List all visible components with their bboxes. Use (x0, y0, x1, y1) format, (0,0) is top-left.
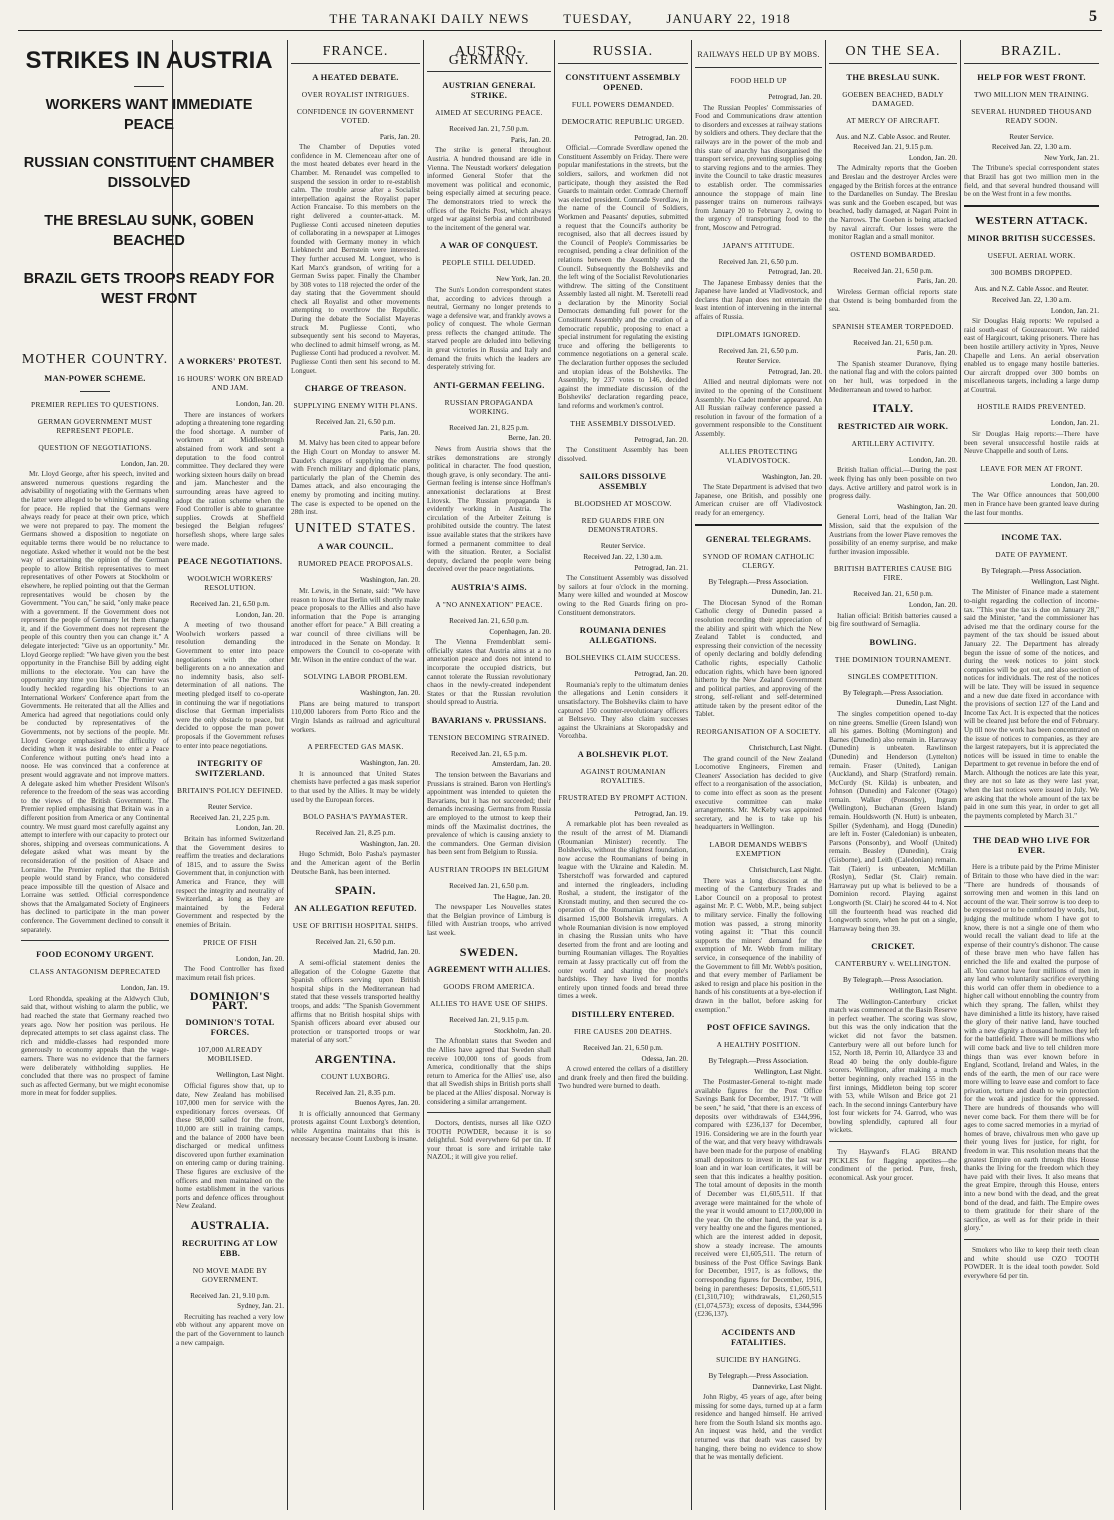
byline: Reuter Service. (207, 803, 253, 812)
article-body: Italian official: British batteries caused a big fire southward of Sernaglia. (829, 611, 957, 629)
byline: Reuter Service. (1009, 132, 1054, 141)
dateline: Petrograd, Jan. 20. (634, 435, 688, 444)
sub-heading: AGAINST ROUMANIAN ROYALTIES. (580, 766, 666, 785)
sub-heading: BOLSHEVIKS CLAIM SUCCESS. (565, 653, 681, 663)
received-line: Received Jan. 21, 9.10 p.m. (190, 1291, 270, 1300)
article-body: The Spanish steamer Duranove, flying the national flag and with the colors painted on her hull, was torpedoed in the Mediterranean and towed to harbor. (829, 359, 957, 394)
article-body: The Constituent Assembly was dissolved by sailors at four o'clock in the morning. Many were killed and wounded at Moscow owing to the Red Guards firing on pro-Constituent demonstrators. (558, 574, 688, 617)
sub-heading: QUESTION OF NEGOTIATIONS. (38, 442, 152, 452)
sub-heading: BRITISH BATTERIES CAUSE BIG FIRE. (833, 564, 953, 583)
section-heading: WESTERN ATTACK. (975, 214, 1088, 227)
dateline: Dannevirke, Last Night. (752, 1382, 822, 1391)
dateline: Buenos Ayres, Jan. 20. (354, 1099, 420, 1108)
received-line: Received Jan. 21, 7.50 p.m. (449, 125, 529, 134)
section-heading: ARGENTINA. (314, 1051, 397, 1066)
received-line: Received Jan. 21, 6.50 p.m. (718, 257, 799, 266)
section-heading: SWEDEN. (459, 944, 519, 959)
received-line: Received Jan. 21, 6.50 p.m. (718, 346, 799, 355)
divider (964, 523, 1099, 524)
dateline: London, Jan. 20. (908, 153, 957, 162)
sub-heading: DIPLOMATS IGNORED. (716, 329, 801, 339)
sub-heading: RED GUARDS FIRE ON DEMONSTRATORS. (581, 516, 665, 535)
sub-heading: DISTILLERY ENTERED. (571, 1008, 675, 1019)
lead-headline-main: STRIKES IN AUSTRIA (25, 47, 273, 74)
section-heading: RAILWAYS HELD UP BY MOBS. (697, 50, 820, 59)
section-heading: DOMINION'S PART. (189, 989, 271, 1012)
sub-heading: RECRUITING AT LOW EBB. (182, 1237, 278, 1258)
dateline: Wellington, Last Night. (889, 986, 957, 995)
sub-heading: RESTRICTED AIR WORK. (837, 420, 949, 431)
sub-heading: GERMAN GOVERNMENT MUST REPRESENT PEOPLE. (37, 416, 153, 435)
dateline: Petrograd, Jan. 21. (634, 563, 688, 572)
sub-heading: FRUSTRATED BY PROMPT ACTION. (558, 792, 688, 802)
sub-heading: A PERFECTED GAS MASK. (307, 742, 404, 752)
article-body: News from Austria shows that the strikes demonstrations are strongly political in character. The food question, though grave, is only secondary. The anti-German feeling is intense since Hoffman's annexationist declarations at Brest Litovsk. The Russian propaganda is evidently working in Austria. The circulation of the Arbeiter Zeitung is prohibited outside the country. The latest issue available states that the strikers have formed a permanent committee to deal with the situation. Reuter, a Socialist deputy, declared the people were being deceived over the peace negotiations. (427, 445, 551, 574)
section-heading: AUSTRO-GERMANY. (448, 44, 530, 68)
sub-heading: RUSSIAN PROPAGANDA WORKING. (444, 397, 534, 416)
masthead (18, 8, 1102, 31)
section-heading: UNITED STATES. (294, 520, 417, 536)
sub-heading: FOOD HELD UP (730, 76, 787, 85)
lead-headline-2: WORKERS WANT IMMEDIATE PEACE (45, 97, 253, 133)
dateline: Dunedin, Jan. 21. (771, 588, 822, 597)
article-body: M. Malvy has been cited to appear before the High Court on Monday to answer M. Daudet's charges of supplying the enemy with French military and diplomatic plans, particularly the plan of the Chemin des Dames attack, and also encouraging the enemy by promoting and inciting mutiny. The case is expected to be opened on the 28th inst. (291, 439, 420, 517)
column-6 (692, 40, 825, 1512)
dateline: London, Jan. 20. (235, 610, 284, 619)
issue-date: JANUARY 22, 1918 (666, 11, 791, 26)
section-heading: MOTHER COUNTRY. (21, 352, 169, 367)
byline: By Telegraph.—Press Association. (708, 1371, 809, 1380)
column-3 (288, 40, 423, 1512)
article-body: Mr. Lewis, in the Senate, said: "We have reason to know that Berlin will shortly make peace proposals to the Allies and also have information that the Pope is arranging another effort for peace." A Bill creating a war council of three civilians will be introduced in the Senate on Monday. It empowers the Council to co-operate with Mr. Wilson in the entire conduct of the war. (291, 586, 420, 664)
sub-heading: FULL POWERS DEMANDED. (571, 99, 675, 109)
dateline: Berne, Jan. 20. (508, 434, 551, 443)
article-body: The War Office announces that 500,000 men in France have been granted leave during the last four months. (964, 491, 1099, 517)
sub-heading: AUSTRIA'S AIMS. (451, 581, 527, 592)
sub-heading: DEMOCRATIC REPUBLIC URGED. (561, 116, 685, 126)
article-body: Roumania's reply to the ultimatum denies the allegations and Lenin considers it unsatisfactory. The Bolsheviks claim to have captured 150 counter-revolutionary officers at Beltsevo. They also claim successes against the Ukrainians at Skoropadsky and Vorozhba. (558, 680, 688, 741)
sub-heading: FIRE CAUSES 200 DEATHS. (573, 1026, 673, 1036)
sub-heading: A "NO ANNEXATION" PEACE. (435, 599, 543, 609)
sub-heading: 16 HOURS' WORK ON BREAD AND JAM. (176, 374, 284, 392)
article-body: The Wellington-Canterbury cricket match was commenced at the Basin Reserve in perfect weather. The scoring was slow, but this was the only indication that the wicket did not favor the batsmen. Canterbury were all out before lunch for 152, North 18, Perrin 10, Allardyce 33 and Read 40 being the only double-figure scorers. Wellington, after making a much better beginning, only reached 155 in the first innings, Middleton being top scorer with 53, while Wilson and Brice got 21 each. In the second innings Canterbury have lost four wickets for 74. Garrod, who was bowling splendidly, captured all four wickets. (829, 997, 957, 1135)
dateline: Petrograd, Jan. 19. (634, 809, 688, 818)
dateline: Paris, Jan. 20. (916, 277, 957, 286)
sub-heading: SOLVING LABOR PROBLEM. (303, 672, 408, 682)
byline: By Telegraph.—Press Association. (843, 688, 943, 697)
article-body: A meeting of two thousand Woolwich workers passed a resolution demanding the Government to enter into peace negotiations with the other belligerents on a no annexation and no indemnity basis, also self-determination of all nations. The meeting pledged itself to co-operate in continuing the war if negotiations disclose that German imperialists were the only obstacle to peace, but decided to oppose the man power proposals if the Government refuses to enter into peace negotiations. (176, 621, 284, 750)
column-2 (173, 348, 287, 1512)
article-body: The Postmaster-General to-night made available figures for the Post Office Savings Bank for December, 1917. "It will be seen," he said, "that there is an excess of deposits over withdrawals of £344,996, compared with £236,137 for December, 1916. Considering we are in the fourth year of the war, and that very heavy withdrawals have been made for the purpose of enabling small depositors to invest in the last war loan and in war loan certificates, it will be seen that this indicates a healthy position. The total amount of deposits in the month of December was £1,605,511. If that average were maintained for the whole of the year it would amount to £17,000,000 in the year. On the other hand, the year is a very healthy one and the figures mentioned, which are the interest added in deposit, show a steady increase. The amounts received were £1,605,511. The return of business of the Post Office Savings Bank for December, 1917, is as follows, the corresponding figures for December, 1916, being in parentheses: Deposits, £1,605,511 (£1,310,710); withdrawals, £1,260,515 (£1,074,573); excess of deposits, £344,996 (£236,137). (695, 1078, 822, 1319)
article-body: The Admiralty reports that the Goeben and Breslau and the destroyer Arcles were engaged by the British forces at the entrance to the Dardanelles on Sunday. The Breslau was sunk and the Goeben escaped, but was beached, badly damaged, at Nagari Point in the Narrows. The Goeben is being attacked by naval aircraft. Our losses were the monitor Raglan and a small monitor. (829, 164, 957, 242)
article-body: The Tribune's special correspondent states that Brazil has got two million men in the field, and that several hundred thousand will be on the West front in a few months. (964, 164, 1099, 199)
received-line: Received Jan. 21, 6.50 p.m. (190, 600, 270, 609)
lead-headline-3: RUSSIAN CONSTITUENT CHAMBER DISSOLVED (23, 155, 275, 191)
advertisement: Smokers who like to keep their teeth clean and white should use OZO TOOTH POWDER. It is the ideal tooth powder. Sold everywhere 6d per tin. (964, 1245, 1099, 1280)
received-line: Received Jan. 21, 6.50 p.m. (315, 418, 396, 427)
dateline: London, Jan. 20. (120, 459, 169, 468)
article-body: The newspaper Les Nouvelles states that the Belgian province of Limburg is filled with Austrian troops, who arrived last week. (427, 903, 551, 937)
article-body: Mr. Lloyd George, after his speech, invited and answered numerous questions regarding the advisability of negotiating with the Germans when the latter were alleged to be whining and squealing for peace. He replied that the Germans were always ready for peace at their own price, which we were not prepared to pay. The moment the Germans showed a disposition to negotiate on equitable terms there would be no reluctance to negotiate. Asked whether it would not be the best way of ascertaining the opinion of the German people to allow British representatives to meet representatives of other Powers at Stockholm or elsewhere, he replied pointing out that the German representatives would be chosen by the Government. "You can," he said, "only make peace with a government. If the Government does not represent the people of Germany let them change it, and if the Government does not represent the people of this country then you can change it." A delegate interjected: "Give us an opportunity." Mr. Lloyd George replied: "We have given you the best opportunity in the Franchise Bill by adding eight millions to the electorate. You can have the opportunity any time you like." The Premier was loudly heckled regarding his objections to an International Workers' Conference apart from the Governments. He reiterated that all the Allies and America had agreed that negotiations could only be conducted by representatives of the Governments, not by sections of the people. Mr. Lloyd George emphasised the difficulty of deciding when it was desirable to enter a Peace Conference without putting one's head into a noose. He was convinced that a conference at present would aggravate and not improve matters. A delegate asked him whether President Wilson's reference to the freedom of the seas was according to the views of the British Government. The Premier replied emphasising that Britain was in a different position from America or any Continental country. We must guard most carefully against any attempt to interfere with our capacity to protect our shores, shipping and overseas communications. A delegate asked what was meant by the reconsideration of the position of Alsace and Lorraine. The Premier replied that the British people would stand by France, who considered peace impossible till the question of Alsace and Lorraine was settled. Official correspondence shows that the Amalgamated Society of Engineers has declined to participate in the man power conference. The Government declined to consult it separately. (21, 470, 169, 934)
dateline: London, Jan. 20. (235, 400, 284, 408)
dateline: Petrograd, Jan. 20. (634, 670, 688, 679)
byline: Aus. and N.Z. Cable Assoc. and Reuter. (835, 132, 951, 141)
article-body: There was a long discussion at the meeting of the Canterbury Trades and Labor Council on a proposal to protest against Mr. P. C. Webb, M.P., being subject to military service. Finally the following motion was passed, a strong minority voting against it: "That this council supports the miners' demand for the exemption of Mr. Webb from military service, in consequence of the inability of the Government to fill Mr. Webb's position, and that every member of Parliament be asked to resign and place his position in the hands of his constituents at a bye-election if drawn in the ballot, before asking for exemption." (695, 876, 822, 1014)
section-heading: BRAZIL. (1000, 44, 1063, 59)
received-line: Received Jan. 22, 1.30 a.m. (583, 552, 663, 561)
article-body: Official.—Comrade Sverdlaw opened the Constituent Assembly on Friday. There were popular manifestations in the streets, but the soldiers, sailors, and workmen did not participate, though they assisted the Red Guards to maintain order. Comrade Chernoff was elected president. Comrade Sverdlaw, in the name of the Council of Soldiers, Workmen and Peasants' deputies, submitted a request that the Council's authority be recognised, also that all decrees issued by the Council of People's Commissaries be recognised, pending a clear definition of the relations between the Assembly and the Council. Subsequently the Bolsheviks and the left wing of the Socialist Revolutionaries withdrew. The sitting of the Constituent Assembly lasted all night. M. Tseretelli read a declaration by the Minority Social Democrats demanding full power for the Constituent Assembly and the creation of a democratic republic, proposing to enact a special instrument for regulating the existing truce and offering the belligerents to commence negotiations on a general scale. The declaration further opposes the secluded and utopian ideas of the Bolsheviks. The Assembly, by 237 votes to 146, decided against the immediate discussion of the Bolsheviks' declaration regarding peace, land reforms and workmen's control. (558, 144, 688, 410)
received-line: Received Jan. 21, 6.50 p.m. (853, 266, 933, 275)
article-body: Here is a tribute paid by the Prime Minister of Britain to those who have died in the war: "There are hundreds of thousands of sorrowing men and women in this land on account of the war. Their sorrow is too deep to be expressed or to be comforted by words, but, judging the multitude whom I have got to know, there is not a single one of them who would recall the valiant dead to life at the expense of their country's dishonor. The cause of these brave men who have fallen has enriched the life and exalted the purpose of all. You cannot have four millions of men in any land who voluntarily sacrifice everything this world can offer them in obedience to a higher call without ennobling the country from which they sprang. The fallen, whilst they have diminished a little its history, have raised the glory of their native land, have touched with a new dignity a thousand homes they left for the battlefield. There will be millions who will come back and live to tell children more things than was ever known before in England, Scotland, Ireland and Wales, in the ends of the earth, the men of our race were more willing to leave ease and comfort to face privation, torture and death to win protection for the weak and justice for the oppressed. There are hundreds of thousands who will never come back. For them there will be for ages to come sacred memories in a myriad of homes of brave, chivalrous men who gave up their young lives for justice, for right, for freedom in war. This resolution means that the greatest Empire on earth through this House thanks the living for the freedom which they have paid with their lives. It also means that the great Empire, through this House, enters into a new bond with the dead, and the great bond of the dead, and faith. The Empire owes to them gratitude for their share of the sacrifice, as well as for their pride in their glory." (964, 863, 1099, 1233)
dateline: Washington, Jan. 20. (897, 502, 957, 511)
section-heading: ITALY. (872, 401, 914, 416)
sub-heading: MAN-POWER SCHEME. (44, 372, 146, 383)
divider (695, 67, 822, 68)
dateline: Washington, Jan. 20. (360, 576, 420, 585)
sub-heading: COUNT LUXBORG. (321, 1071, 390, 1081)
sub-heading: USEFUL AERIAL WORK. (987, 251, 1076, 261)
received-line: Received Jan. 21, 9.15 p.m. (853, 143, 933, 152)
dateline: New York, Jan. 20. (496, 275, 551, 284)
sub-heading: ARTILLERY ACTIVITY. (851, 438, 935, 448)
sub-heading: THE ASSEMBLY DISSOLVED. (570, 418, 676, 428)
sub-heading: BAVARIANS v. PRUSSIANS. (431, 714, 547, 725)
masthead-line (18, 11, 1102, 27)
section-heading: POST OFFICE SAVINGS. (706, 1022, 811, 1033)
article-body: Sir Douglas Haig reports:—There have been several unsuccessful hostile raids at Neuve Chappelle and south of Lens. (964, 430, 1099, 456)
article-body: The Chamber of Deputies voted confidence in M. Clemenceau after one of the most heated debates ever heard in the Chamber. M. Renaudel was compelled to suspend the session in order to re-establish calm. The trouble arose after a Socialist interpellation against the Royalist paper Action Francaise. To this members on the right delivered a counter-attack. M. Pugliesse Conti accused nineteen deputies of collaborating in a newspaper at Limoges founded with Germany money in which Liebknecht and Bernstein were interested. They further accused M. Longuet, who is Karl Marx's grandson, of writing for a German Swiss paper. Finally the Chamber by 308 votes to 118 rejected the order of the day stating that the Government should check all Royalist and other movements attempting to overthrow the Republic. During the debate the Socialist Mayeras struck M. Pugliesse Conti, who subsequently sent his second to Mayeras, who declined to admit himself wrong, as M. Pugliesse Conti had produced a revolver. M. Pugliesse Conti then sent his second to M. Longuet. (291, 143, 420, 375)
article-body: General Lorri, head of the Italian War Mission, said that the expulsion of the Austrians from the lower Piave removes the possibility of an enemy surprise, and make further invasion impossible. (829, 513, 957, 556)
divider (964, 826, 1099, 827)
dateline: London, Jan. 19. (120, 984, 169, 993)
sub-heading: CONSTITUENT ASSEMBLY OPENED. (565, 71, 681, 92)
sub-heading: AN ALLEGATION REFUTED. (294, 902, 417, 913)
sub-heading: ROUMANIA DENIES ALLEGATIONS. (579, 625, 667, 646)
sub-heading: SYNOD OF ROMAN CATHOLIC CLERGY. (702, 551, 815, 570)
sub-heading: RUMORED PEACE PROPOSALS. (297, 559, 413, 569)
section-heading: ACCIDENTS AND FATALITIES. (721, 1326, 796, 1347)
sub-heading: A HEALTHY POSITION. (716, 1040, 801, 1050)
divider (829, 63, 957, 64)
dateline: London, Jan. 20. (908, 455, 957, 464)
dateline: Madrid, Jan. 20. (373, 948, 420, 957)
received-line: Received Jan. 21, 6.50 p.m. (583, 1043, 663, 1052)
dateline: Wellington, Last Night. (1031, 577, 1099, 586)
dateline: London, Jan. 20. (908, 600, 957, 609)
sub-heading: 300 BOMBS DROPPED. (990, 268, 1073, 278)
article-body: Wireless German official reports state that Ostend is being bombarded from the sea. (829, 287, 957, 314)
sub-heading: PREMIER REPLIES TO QUESTIONS. (31, 399, 159, 409)
sub-heading: OVER ROYALIST INTRIGUES. (301, 89, 410, 99)
dateline: Wellington, Last Night. (754, 1067, 822, 1076)
article-body: The singles competition opened to-day on nine greens. Smellie (Green Island) won all his games. Bolting (Mornington) and Barnes (Dunedin) also remain in. Harraway (Dunedin) is unbeaten. Rawlinson (Dunedin) and Henderson (Lyttelton) remain. Fraser (United), Lanigan (Auckland), and Sharp (Stratford) remain. McCurdy (St. Kilda) is unbeaten, and Johnson (Dunedin) and Falconer (Otago) remain. Walker (Ponsonby), Ingram (Wellington), Buchanan (Green Island) remain. Houldsworth (N. Hutt) is unbeaten, Spiller (Sydenham), and Hogg (Dunedin) are left in. Foster (Caledonian) is unbeaten, Parsons (Ponsonby), and Woolf (United) remain. Beasley (Dunedin), Craig (Gisborne), and Leith (Caledonian) remain. Tait (Taieri) is unbeaten, McMillan (Roslyn), Sedlar (St. Clair) remain. Harraway put up what is believed to be a Dominion record. Playing against Longworth (St. Clair) he scored 44 to 4. Not till the fourteenth head was reached did Longworth score, when he put on a single, Harraway being then 39. (829, 709, 957, 933)
received-line: Received Jan. 21, 8.25 p.m. (449, 423, 529, 432)
received-line: Received Jan. 21, 6.5 p.m. (450, 749, 528, 758)
dateline: Paris, Jan. 20. (916, 349, 957, 358)
sub-heading: MINOR BRITISH SUCCESSES. (967, 233, 1096, 244)
newspaper-title: THE TARANAKI DAILY NEWS (329, 11, 530, 26)
lead-headline-5: BRAZIL GETS TROOPS READY FOR WEST FRONT (23, 271, 275, 307)
sub-heading: CONFIDENCE IN GOVERNMENT VOTED. (296, 106, 415, 125)
sub-heading: HOSTILE RAIDS PREVENTED. (977, 402, 1086, 412)
article-body: The Vienna Fremdenblatt semi-officially states that Austria aims at a no annexation peace and does not intend to incorporate the occupied districts, but cannot tolerate the Russian revolutionary chaos in the newly-created independent States or that the Russian revolution should spread to Austria. (427, 638, 551, 707)
sub-heading: AT MERCY OF AIRCRAFT. (846, 115, 940, 125)
article-body: Allied and neutral diplomats were not invited to the opening of the Constituent Assembly. No Cadet member appeared. An All Russian railway conference passed a resolution in favour of the formation of a government responsible to the Constituent Assembly. (695, 378, 822, 438)
page-number: 5 (1089, 8, 1098, 25)
column-8 (961, 40, 1102, 1512)
article-body: The Japanese Embassy denies that the Japanese have landed at Vladivostock, and declares that Japan does not entertain the least intention of intervening in the internal affairs of Russia. (695, 278, 822, 322)
advertisement: Try Hayward's FLAG BRAND PICKLES for flagging appetites—the condiment of the period. Pure, fresh, economical. Ask your grocer. (829, 1148, 957, 1182)
sub-heading: CHARGE OF TREASON. (304, 383, 407, 394)
dateline: Christchurch, Last Night. (748, 866, 822, 874)
article-body: The grand council of the New Zealand Locomotive Engineers, Firemen and Cleaners' Association has decided to give effect to a reorganisation of the association, to come into effect as soon as the present executive committee can make arrangements. Mr. McKeby was appointed secretary, and he is to take up his headquarters in Wellington. (695, 754, 822, 832)
article-body: It is announced that United States chemists have perfected a gas mask superior to that used by the Allies. It may be widely used by the European forces. (291, 769, 420, 804)
article-body: The Constituent Assembly has been dissolved. (558, 446, 688, 463)
sub-heading: AUSTRIAN GENERAL STRIKE. (442, 80, 536, 101)
divider (558, 63, 688, 64)
article-body: It is officially announced that Germany protests against Count Luxborg's detention, while Argentina maintains that this is necessary because Count Luxborg is insane. (291, 1109, 420, 1144)
dateline: Petrograd, Jan. 20. (768, 367, 822, 376)
divider (427, 1112, 551, 1113)
received-line: Received Jan. 21, 8.25 p.m. (315, 829, 396, 838)
article-body: The Diocesan Synod of the Roman Catholic clergy of Dunedin passed a resolution recording their appreciation of the ability and spirit with which the New Zealand Tablet is conducted, and expressing their conviction of the necessity of openly declaring and boldly defending Catholic rights, especially Catholic education rights, which have been ignored hitherto by the New Zealand Government and political parties, and approving of the strong, self-reliant and self-determined attitude taken by the present editor of the Tablet. (695, 598, 822, 719)
section-heading: SPAIN. (334, 883, 377, 898)
sub-heading: DOMINION'S TOTAL FORCES. (185, 1017, 275, 1038)
dateline: Petrograd, Jan. 20. (768, 268, 822, 277)
article-body: Lord Rhondda, speaking at the Aldwych Club, said that, without wishing to alarm the public, we had reached the state that Germany reached two years ago. Now her position was perilous. He deprecated attempts to set class against class. The rich and middle-classes had responded more generously to economy appeals than the wage-earners. There was no evidence that the farmers were deliberately withholding supplies. He concluded that there was no prospect of famine such as affected Germany, but we might economise more in meat for fodder supplies. (21, 994, 169, 1098)
sub-heading: THE BRESLAU SUNK. (846, 71, 940, 82)
section-heading: FRANCE. (322, 44, 389, 59)
sub-heading: REORGANISATION OF A SOCIETY. (696, 727, 821, 737)
dateline: Copenhagen, Jan. 20. (489, 627, 551, 636)
byline: By Telegraph.—Press Association. (708, 1057, 809, 1066)
divider (695, 524, 822, 526)
dateline: Washington, Jan. 20. (360, 689, 420, 698)
sub-heading: WOOLWICH WORKERS' RESOLUTION. (187, 574, 273, 593)
dateline: Sydney, Jan. 21. (237, 1302, 284, 1311)
sub-heading: TWO MILLION MEN TRAINING. (974, 89, 1089, 99)
dateline: Stockholm, Jan. 20. (494, 1026, 551, 1035)
sub-heading: CANTERBURY v. WELLINGTON. (834, 959, 952, 969)
sub-heading: A WAR COUNCIL. (317, 541, 394, 552)
dateline: Paris, Jan. 20. (510, 135, 551, 144)
sub-heading: A BOLSHEVIK PLOT. (577, 748, 669, 759)
column-5 (555, 40, 691, 1512)
lead-headline-4: THE BRESLAU SUNK, GOBEN BEACHED (44, 213, 254, 249)
article-body: There are instances of workers adopting a threatening tone regarding the food shortage. A number of workmen at Middlesbrough abstained from work and sent a deputation to the food control committee. They declared they were working sixteen hours daily on bread and jam. Manchester and the surrounding areas have agreed to adopt the ration scheme when the Food Controller is able to guarantee supplies. Crowds at Sheffield besieged the Belgian refugees' horseflesh shops, where large sales were made. (176, 410, 284, 548)
dateline: Amsterdam, Jan. 20. (491, 760, 551, 769)
sub-heading: LEAVE FOR MEN AT FRONT. (980, 463, 1083, 473)
sub-heading: SAILORS DISSOLVE ASSEMBLY (579, 471, 667, 492)
sub-heading: PEACE NEGOTIATIONS. (177, 556, 283, 567)
article-body: The Minister of Finance made a statement to-night regarding the collection of income-tax. "This year the tax is due on January 28," said the Minister, "and the commissioner has advised me that the ordinary course for the payment of the tax should be issued about January 22. The Department has already begun the issue of some of the notices, and during the week notices to joint stock companies will be got out, and also section of notices for individuals. The rest of the notices will be late. They will be issued in sequence and a new due date fixed in accordance with the provisions of section 127 of the Land and Income Tax Act. It is expected that the notices will be cleared just before the end of February. Up till now the work has been concentrated on the issue of notices to companies, as they are the largest ratepayers, but it is appreciated the notices will be issued in time to enable the Department to get revenue in before the end of March. Although the notices are late this year, they are not so late as they were last year, when the last notices were issued in July. We are asking that the whole amount of the tax be paid in one sum this year, in order to get all the payments completed by March 31." (964, 588, 1099, 820)
sub-heading: LABOR DEMANDS WEBB'S EXEMPTION (709, 840, 808, 858)
sub-heading: TENSION BECOMING STRAINED. (428, 732, 550, 742)
article-body: The strike is general throughout Austria. A hundred thousand are idle in Vienna. The Neustadt workers' delegation informed General Stofer that the movement was political and economic, being especially aimed at securing peace. The demonstrators tried to wreck the offices of the Reichs Post, which always urged war against Serbia and contributed to the incitement of the general war. (427, 146, 551, 232)
article-body: Sir Douglas Haig reports: We repulsed a raid south-east of Gouzeaucourt. We raided east of Hargicourt, taking prisoners. There has been hostile artillery activity in Ypres, Neuve Chapelle and Lens. An aerial observation enabled us to engage many hostile batteries. Our aircraft dropped over 300 bombs on miscellaneous targets, including a large dump at Courtrai. (964, 317, 1099, 394)
sub-heading: BRITAIN'S POLICY DEFINED. (177, 786, 283, 796)
article-body: A crowd entered the cellars of a distillery and drank freely and then fired the building. Two hundred were burned to death. (558, 1065, 688, 1091)
dateline: Washington, Jan. 20. (762, 472, 822, 481)
sub-heading: SUICIDE BY HANGING. (716, 1354, 801, 1364)
sub-heading: 107,000 ALREADY MOBILISED. (197, 1045, 263, 1064)
received-line: Received Jan. 21, 6.50 p.m. (449, 882, 529, 890)
dateline: Petrograd, Jan. 20. (768, 93, 822, 101)
dateline: Paris, Jan. 20. (379, 428, 420, 437)
dateline: Odessa, Jan. 20. (641, 1054, 688, 1063)
section-heading: RUSSIA. (592, 44, 654, 59)
divider (291, 63, 420, 64)
dateline: Christchurch, Last Night. (748, 744, 822, 753)
section-heading: INCOME TAX. (1001, 532, 1062, 543)
sub-heading: INTEGRITY OF SWITZERLAND. (195, 758, 265, 779)
sub-heading: SINGLES COMPETITION. (847, 671, 939, 681)
divider (134, 86, 164, 87)
dateline: Dunedin, Last Night. (896, 699, 957, 708)
dateline: London, Jan. 21. (1050, 419, 1099, 428)
dateline: New York, Jan. 21. (1044, 153, 1099, 162)
sub-heading: FOOD ECONOMY URGENT. (36, 949, 154, 960)
sub-heading: AIMED AT SECURING PEACE. (435, 108, 543, 118)
sub-heading: A WAR OF CONQUEST. (440, 240, 538, 251)
sub-heading: DATE OF PAYMENT. (995, 550, 1068, 560)
article-body: The Sun's London correspondent states that, according to advices through a neutral, Germany no longer pretends to wage a defensive war, and frankly avows a policy of conquest. The whole German press reflects the changed attitude. The starved people are deluded into believing in great victories in Russia and Italy and demand the fruits which the leaders are desperately striving for. (427, 285, 551, 372)
article-body: Hugo Schmidt, Bolo Pasha's paymaster and the American agent of the Berlin Deutsche Bank, has been interned. (291, 850, 420, 876)
sub-heading: BOLO PASHA'S PAYMASTER. (303, 812, 408, 822)
article-body: The tension between the Bavarians and Prussians is strained. Baron von Hertling's appointment was intended to quieten the Bavarians, but it has not succeeded; their demands increasing. Germans from Russia are employed to the utmost to keep their minds off the Maximalist doctrines, the prevalence of which is causing anxiety to the commanders. One German division has been sent from Belgium to Russia. (427, 771, 551, 857)
dateline: The Hague, Jan. 20. (493, 892, 551, 901)
issue-day: TUESDAY, (563, 11, 633, 26)
section-heading: GENERAL TELEGRAMS. (705, 533, 812, 544)
article-body: A remarkable plot has been revealed as the result of the arrest of M. Diamandi (Roumanian Minister) recently. The Bolsheviks, without the slightest foundation, now accuse the Roumanians of being in league with the Ukraine and Kaledin. M. Tsherstchoff was forwarded and captured and interned the ringleaders, including Roshal, a student, the instigator of the Kronstadt mutiny, and then secured the co-operation of the Roumanian Army, which disarmed 15,000 Bolshevik irregulars. A whole Roumanian division is now employed in chasing the Russian units who have deserted from the front and are looting and burning Roumanian villages. The Royalties remain at Jassy practically cut off from the outer world and sharing the people's hardships. They have lived for months entirely upon tinned foods and bread three times a week. (558, 820, 688, 1001)
divider (80, 391, 110, 392)
dateline: Wellington, Last Night. (216, 1071, 284, 1080)
divider (829, 1141, 957, 1142)
section-heading: BOWLING. (869, 636, 917, 647)
article-body: Plans are being matured to transport 110,000 laborers from Porto Rico and the Virgin Islands as railroad and agricultural workers. (291, 699, 420, 734)
sub-heading: SPANISH STEAMER TORPEDOED. (832, 321, 954, 331)
byline: Reuter Service. (600, 542, 646, 551)
sub-heading: PRICE OF FISH (202, 937, 257, 947)
article-body: British Italian official.—During the past week flying has only been possible on two days. Active artillery and patrol work is in progress daily. (829, 466, 957, 501)
sub-heading: AGREEMENT WITH ALLIES. (427, 964, 551, 975)
sub-heading: ALLIES PROTECTING VLADIVOSTOCK. (719, 446, 798, 465)
received-line: Received Jan. 22, 1.30 a.m. (991, 295, 1072, 304)
dateline: London, Jan. 20. (235, 824, 284, 833)
sub-heading: AUSTRIAN TROOPS IN BELGIUM (428, 865, 550, 874)
article-body: The State Department is advised that two Japanese, one British, and possibly one American cruiser are off Vladivostock ready for an emergency. (695, 483, 822, 517)
article-body: A semi-official statement denies the allegation of the Cologne Gazette that Spanish officers serving upon British hospital ships in the Mediterranean had stated that these vessels transported healthy troops, and adds: "The Spanish Government affirms that no British hospital ships with Spanish officers aboard ever abused our protection or transported troops or war material of any sort." (291, 958, 420, 1045)
sub-heading: GOEBEN BEACHED, BADLY DAMAGED. (842, 89, 944, 108)
column-1 (18, 348, 172, 1512)
dateline: Washington, Jan. 20. (360, 839, 420, 848)
sub-heading: HELP FOR WEST FRONT. (977, 71, 1086, 82)
sub-heading: JAPAN'S ATTITUDE. (722, 240, 795, 250)
divider (964, 1239, 1099, 1240)
advertisement: Doctors, dentists, nurses all like OZO TOOTH POWDER, because it is so delightful. Sold everywhere 6d per tin. If your throat is sore and irritable take NAZOL; it will give you relief. (427, 1119, 551, 1162)
article-body: Britain has informed Switzerland that the Government desires to reaffirm the treaties and declarations of 1815, and to assure the Swiss Government that, in conjunction with America and France, they will respect the integrity and neutrality of Switzerland, as long as they are maintained by the Federal Government and respected by the enemies of Britain. (176, 834, 284, 929)
article-body: The Food Controller has fixed maximum retail fish prices. (176, 965, 284, 982)
divider (964, 205, 1099, 207)
dateline: London, Jan. 21. (1050, 306, 1099, 315)
sub-heading: PEOPLE STILL DELUDED. (442, 258, 536, 268)
byline: By Telegraph.—Press Association. (708, 577, 809, 586)
byline: Reuter Service. (736, 357, 781, 366)
lead-headlines (18, 40, 280, 330)
dateline: Petrograd, Jan. 20. (634, 133, 688, 142)
received-line: Received Jan. 21, 9.15 p.m. (449, 1016, 529, 1025)
sub-heading: USE OF BRITISH HOSPITAL SHIPS. (292, 920, 419, 930)
received-line: Received Jan. 21, 6.50 p.m. (853, 590, 933, 599)
received-line: Received Jan. 22, 1.30 a.m. (991, 143, 1072, 152)
sub-heading: A HEATED DEBATE. (312, 71, 399, 82)
section-heading: THE DEAD WHO LIVE FOR EVER. (972, 835, 1091, 856)
divider (427, 71, 551, 72)
article-body: The Aftonblatt states that Sweden and the Allies have agreed that Sweden shall receive 100,000 tons of goods from America, conditionally that the ships return to America for the Allies' use, also that all Swedish ships in British ports shall be placed at the Allies' disposal. Norway is considering a similar arrangement. (427, 1037, 551, 1106)
received-line: Received Jan. 21, 2.25 p.m. (190, 813, 270, 822)
section-heading: AUSTRALIA. (190, 1217, 270, 1232)
article-body: The Russian Peoples' Commissaries of Food and Communications draw attention to disorders and excesses at railway stations by soldiers and others. They declare that the railways are in the power of the mob and this state of anarchy has disorganised the transport service, preventing supplies going to starving regions and to the armies. They invite the Council to take drastic measures to establish order. The commissaries announce the stoppage of main line passenger trains on numerous railways from January 20 to February 2, owing to the urgency of transporting food to the front, Moscow and Petrograd. (695, 103, 822, 232)
byline: Aus. and N.Z. Cable Assoc. and Reuter. (974, 285, 1089, 294)
column-4 (424, 40, 554, 1512)
article-body: Official figures show that, up to date, New Zealand has mobilised 107,000 men for service with the expeditionary forces overseas. Of these 98,000 sailed for the front, 10,000 are still in training camps, and the balance of 2000 have been discharged or medical unfitness discovered upon further examination on entering camp or during training. These figures are exclusive of the officers and men maintained on the home establishment in the various ports and defence offices throughout New Zealand. (176, 1082, 284, 1211)
dateline: Washington, Jan. 20. (360, 759, 420, 768)
section-heading: CRICKET. (871, 941, 915, 952)
sub-heading: SEVERAL HUNDRED THOUSAND READY SOON. (971, 106, 1092, 125)
divider (964, 63, 1099, 64)
received-line: Received Jan. 21, 6.50 p.m. (449, 616, 529, 625)
received-line: Received Jan. 21, 8.35 p.m. (315, 1088, 396, 1097)
sub-heading: ALLIES TO HAVE USE OF SHIPS. (430, 999, 548, 1009)
sub-heading: SUPPLYING ENEMY WITH PLANS. (293, 401, 418, 411)
byline: By Telegraph.—Press Association. (981, 567, 1082, 576)
sub-heading: GOODS FROM AMERICA. (443, 982, 535, 992)
received-line: Received Jan. 21, 6.50 p.m. (315, 937, 396, 946)
sub-heading: ANTI-GERMAN FEELING. (433, 379, 545, 390)
received-line: Received Jan. 21, 6.50 p.m. (853, 338, 933, 347)
divider (21, 940, 169, 941)
sub-heading: OSTEND BOMBARDED. (850, 249, 936, 259)
sub-heading: A WORKERS' PROTEST. (178, 356, 282, 366)
sub-heading: THE DOMINION TOURNAMENT. (834, 654, 952, 664)
sub-heading: BLOODSHED AT MOSCOW. (574, 499, 672, 509)
dateline: London, Jan. 20. (1050, 480, 1099, 489)
column-7 (826, 40, 960, 1512)
dateline: Paris, Jan. 20. (379, 132, 420, 141)
article-body: Recruiting has reached a very low ebb without any apparent move on the part of the Government to launch a new campaign. (176, 1312, 284, 1347)
sub-heading: CLASS ANTAGONISM DEPRECATED (29, 967, 161, 977)
byline: By Telegraph.—Press Association. (843, 976, 943, 985)
section-heading: ON THE SEA. (845, 44, 941, 59)
dateline: London, Jan. 20. (235, 954, 284, 963)
article-body: John Rigby, 45 years of age, after being missing for some days, turned up at a farm residence and hanged himself. He arrived here from the South Island six months ago. An inquest was held, and the verdict returned was that death was caused by hanging, there being no evidence to show that he was mentally deficient. (695, 1393, 822, 1462)
sub-heading: NO MOVE MADE BY GOVERNMENT. (192, 1265, 268, 1284)
